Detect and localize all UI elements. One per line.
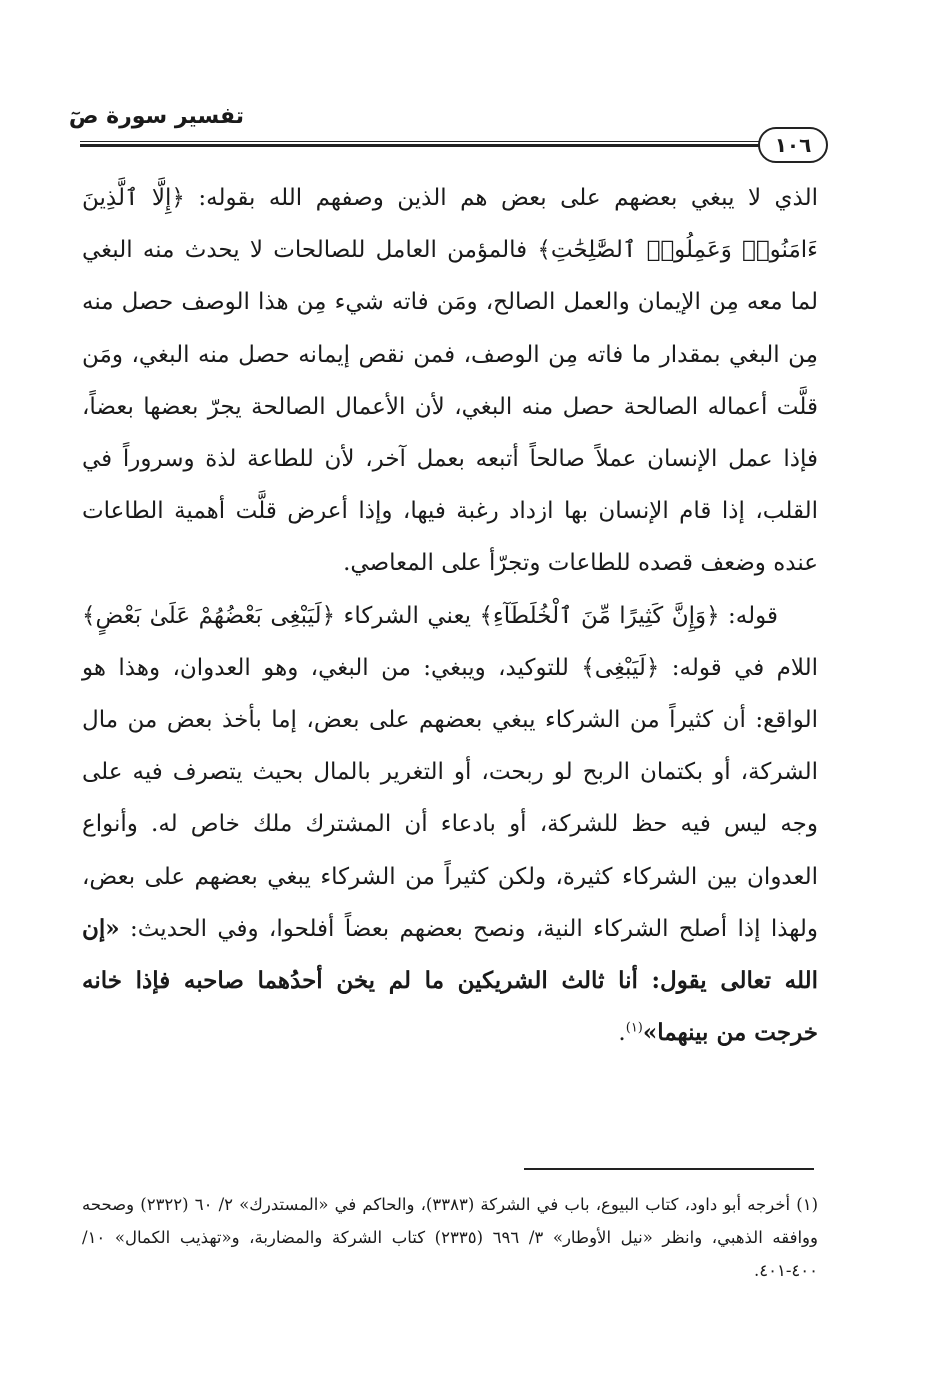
footnotes (82, 1188, 818, 1287)
text-segment: فالمؤمن العامل للصالحات لا يحدث منه البغي لما معه مِن الإيمان والعمل الصالح، ومَن فاته شيء مِن هذا الوصف حصل منه مِن البغي بمقدار ما فاته مِن الوصف، فمن نقص إيمانه حصل منه البغي، ومَن قلَّت أعماله الصالحة حصل منه البغي، لأن الأعمال الصالحة يجرّ بعضها بعضاً، فإذا عمل الإنسان عملاً صالحاً أتبعه بعمل آخر، لأن للطاعة لذة وسروراً في القلب، إذا قام الإنسان بها ازداد رغبة فيها، وإذا أعرض قلَّت أهمية الطاعات عنده وضعف قصده للطاعات وتجرّأ على المعاصي. (82, 237, 818, 577)
text-segment: يعني الشركاء (335, 602, 480, 629)
footnote-1: (١) أخرجه أبو داود، كتاب البيوع، باب في الشركة (٣٣٨٣)، والحاكم في «المستدرك» ٢/ ٦٠ (٢٣٢٢) وصححه ووافقه الذهبي، وانظر «نيل الأوطار» ٣/ ٦٩٦ (٢٣٣٥) كتاب الشركة والمضاربة، و«تهذيب الكمال» ١٠/ ٤٠٠-٤٠١. (82, 1195, 819, 1280)
text-segment: للتوكيد، ويبغي: من البغي، وهو العدوان، وهذا هو الواقع: أن كثيراً من الشركاء يبغي بعضهم على بعض، إما بأخذ بعض من مال الشركة، أو بكتمان الربح لو ربحت، أو التغرير بالمال بحيث يتصرف فيه على وجه ليس فيه حظ للشركة، أو بادعاء أن المشترك ملك خاص له. وأنواع العدوان بين الشركاء كثيرة، ولكن كثيراً من الشركاء يبغي بعضهم على بعض، ولهذا إذا أصلح الشركاء النية، ونصح بعضهم بعضاً أفلحوا، وفي الحديث: (82, 654, 818, 942)
page-number: ١٠٦ (758, 127, 828, 163)
running-title: تفسير سورة صٓ (68, 104, 244, 129)
quran-quote: ﴿لَيَبْغِى﴾ (581, 654, 660, 681)
paragraph-2 (82, 590, 818, 1060)
quran-quote: ﴿وَإِنَّ كَثِيرًا مِّنَ ٱلْخُلَطَآءِ﴾ (479, 602, 720, 629)
header-rule-thick (80, 144, 760, 147)
main-text (82, 172, 818, 1059)
header-rule-thin (80, 141, 760, 142)
text-segment: اللام في قوله: (659, 654, 818, 681)
quran-quote: ﴿إِلَّا ٱلَّذِينَ ءَامَنُوا۟ وَعَمِلُوا۟ ٱلصَّٰلِحَٰتِ﴾ (82, 185, 818, 264)
quran-quote: ﴿لَيَبْغِى بَعْضُهُمْ عَلَىٰ بَعْضٍ﴾ (82, 602, 336, 629)
paragraph-1 (82, 172, 818, 590)
text-segment: الذي لا يبغي بعضهم على بعض هم الذين وصفهم الله بقوله: (184, 185, 818, 211)
header-rule (80, 141, 760, 150)
text-segment: . (618, 1020, 626, 1047)
footnote-rule (524, 1168, 814, 1170)
text-segment: قوله: (719, 602, 778, 629)
footnote-reference[interactable]: (١) (625, 1020, 643, 1036)
hadith-quote: «إن الله تعالى يقول: أنا ثالث الشريكين ما لم يخن أحدُهما صاحبه فإذا خانه خرجت من بينهما» (82, 914, 818, 1047)
